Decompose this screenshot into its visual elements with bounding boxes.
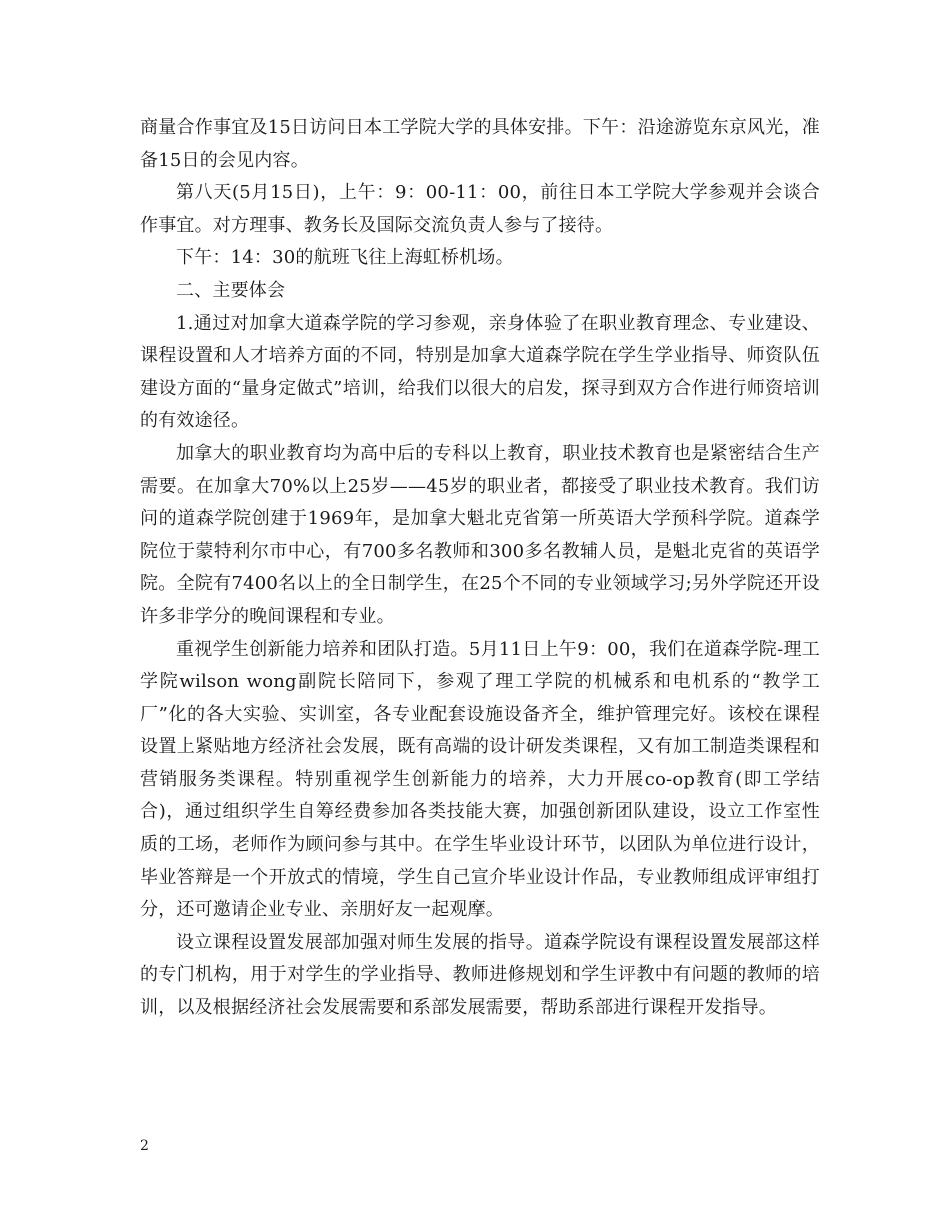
paragraph: 下午：14：30的航班飞往上海虹桥机场。 — [176, 247, 514, 269]
section-heading: 二、主要体会 — [176, 279, 286, 301]
paragraph: 重视学生创新能力培养和团队打造。5月11日上午9：00，我们在道森学院-理工学院wilson wong副院长陪同下，参观了理工学院的机械系和电机系的“教学工厂”化的各大实验、实训室，各专业配套设施设备齐全，维护管理完好。该校在课程设置上紧贴地方经济社会发展，既有高端的设计研发类课程，又有加工制造类课程和营销服务类课程。特别重视学生创新能力的培养，大力开展co-op教育(即工学结合)，通过组织学生自筹经费参加各类技能大赛，加强创新团队建设，设立工作室性质的工场，老师作为顾问参与其中。在学生毕业设计环节，以团队为单位进行设计，毕业答辩是一个开放式的情境，学生自己宣介毕业设计作品，专业教师组成评审组打分，还可邀请企业专业、亲朋好友一起观摩。 — [140, 638, 820, 921]
paragraph: 商量合作事宜及15日访问日本工学院大学的具体安排。下午：沿途游览东京风光，准备15日的会见内容。 — [140, 117, 820, 171]
paragraph: 第八天(5月15日)，上午：9：00-11：00，前往日本工学院大学参观并会谈合作事宜。对方理事、教务长及国际交流负责人参与了接待。 — [140, 182, 820, 236]
paragraph: 设立课程设置发展部加强对师生发展的指导。道森学院设有课程设置发展部这样的专门机构，用于对学生的学业指导、教师进修规划和学生评教中有问题的教师的培训，以及根据经济社会发展需要和系部发展需要，帮助系部进行课程开发指导。 — [140, 931, 820, 1019]
document-body — [140, 112, 820, 1025]
page-number: 2 — [140, 1138, 149, 1154]
paragraph: 1.通过对加拿大道森学院的学习参观，亲身体验了在职业教育理念、专业建设、课程设置和人才培养方面的不同，特别是加拿大道森学院在学生学业指导、师资队伍建设方面的“量身定做式”培训，给我们以很大的启发，探寻到双方合作进行师资培训的有效途径。 — [140, 312, 820, 432]
paragraph: 加拿大的职业教育均为高中后的专科以上教育，职业技术教育也是紧密结合生产需要。在加拿大70%以上25岁——45岁的职业者，都接受了职业技术教育。我们访问的道森学院创建于1969年，是加拿大魁北克省第一所英语大学预科学院。道森学院位于蒙特利尔市中心，有700多名教师和300多名教辅人员，是魁北克省的英语学院。全院有7400名以上的全日制学生，在25个不同的专业领域学习;另外学院还开设许多非学分的晚间课程和专业。 — [140, 442, 820, 627]
